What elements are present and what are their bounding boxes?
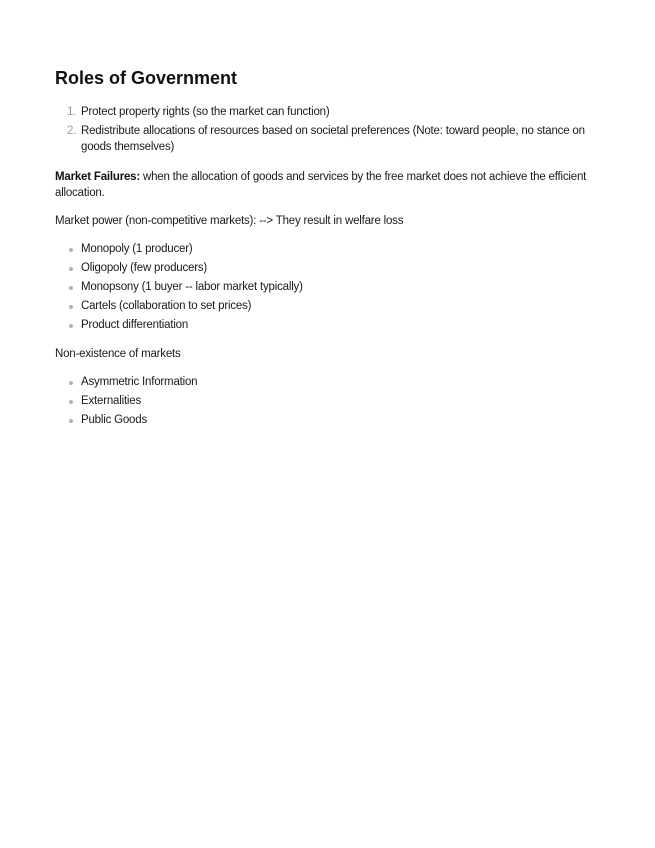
list-item — [55, 241, 600, 257]
list-item-text: Asymmetric Information — [81, 376, 198, 388]
list-item — [55, 393, 600, 409]
list-item-text: Cartels (collaboration to set prices) — [81, 300, 252, 312]
list-item-text: Product differentiation — [81, 319, 189, 331]
market-power-list — [55, 241, 600, 333]
non-existence-heading: Non-existence of markets — [55, 348, 181, 360]
list-item — [55, 123, 600, 155]
bullet-icon — [69, 305, 73, 309]
bullet-icon — [69, 267, 73, 271]
list-item — [55, 412, 600, 428]
list-number: 1. — [67, 106, 77, 118]
bullet-icon — [69, 248, 73, 252]
list-item-text: Redistribute allocations of resources based on societal preferences (Note: toward people, no stance on goods themselves) — [81, 125, 585, 153]
list-item — [55, 317, 600, 333]
page-title: Roles of Government — [55, 68, 238, 88]
list-item-text: Monopsony (1 buyer -- labor market typically) — [81, 281, 303, 293]
list-item-text: Protect property rights (so the market can function) — [81, 106, 330, 118]
list-item — [55, 104, 600, 120]
non-existence-list — [55, 374, 600, 428]
list-item — [55, 260, 600, 276]
list-item-text: Externalities — [81, 395, 142, 407]
market-failures-label: Market Failures: — [55, 171, 140, 183]
list-item-text: Monopoly (1 producer) — [81, 243, 193, 255]
list-item — [55, 279, 600, 295]
list-number: 2. — [67, 125, 77, 137]
list-item — [55, 374, 600, 390]
bullet-icon — [69, 419, 73, 423]
bullet-icon — [69, 324, 73, 328]
list-item — [55, 298, 600, 314]
bullet-icon — [69, 381, 73, 385]
market-failures-text: when the allocation of goods and services by the free market does not achieve the efficient allocation. — [55, 171, 587, 199]
document-page — [55, 66, 600, 441]
bullet-icon — [69, 400, 73, 404]
market-failures-paragraph — [55, 169, 600, 201]
bullet-icon — [69, 286, 73, 290]
list-item-text: Public Goods — [81, 414, 147, 426]
list-item-text: Oligopoly (few producers) — [81, 262, 208, 274]
roles-list — [55, 104, 600, 155]
market-power-heading: Market power (non-competitive markets): --> They result in welfare loss — [55, 215, 404, 227]
